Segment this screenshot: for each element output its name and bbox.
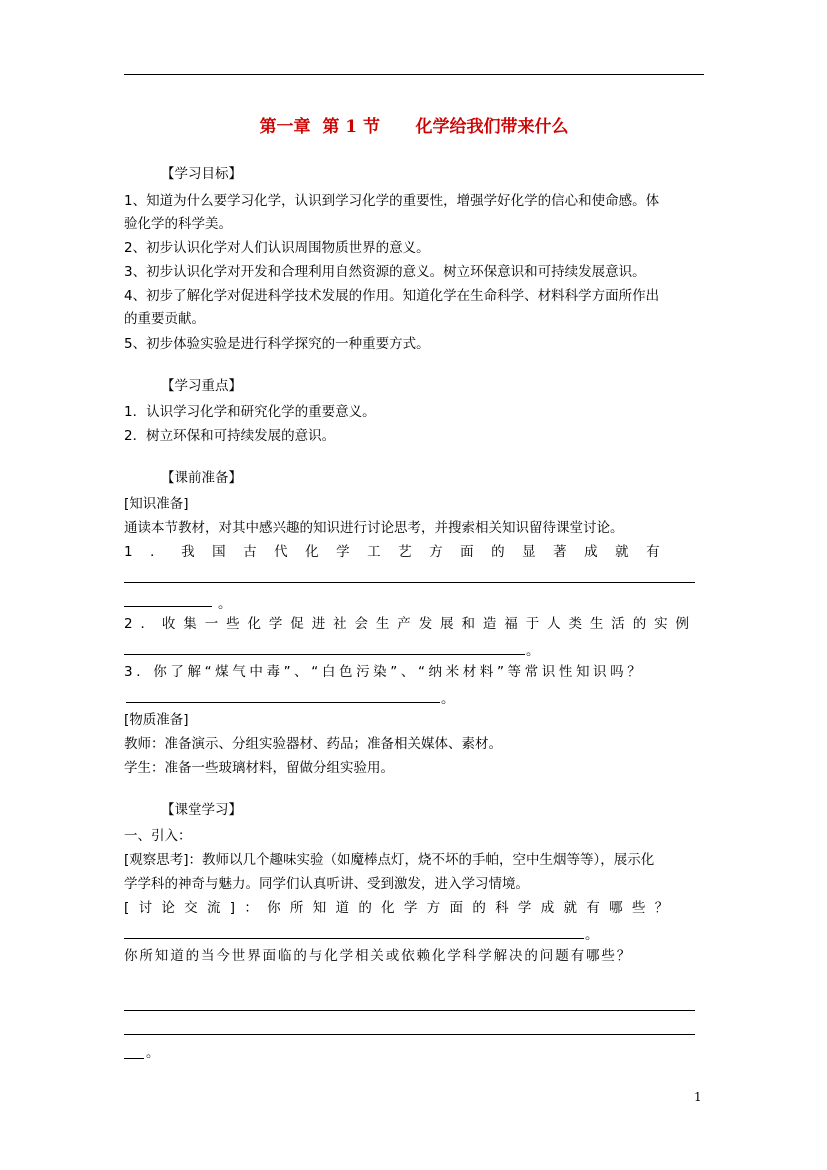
question-1: [124, 542, 702, 562]
student-prep: 学生：准备一些玻璃材料，留做分组实验用。: [124, 760, 394, 776]
objective-1b: 验化学的科学美。: [124, 216, 232, 232]
objective-1a: 1、知道为什么要学习化学，认识到学习化学的重要性，增强学好化学的信心和使命感。体: [124, 193, 660, 209]
objectives-heading: 【学习目标】: [161, 166, 242, 182]
world-question: 你所知道的当今世界面临的与化学相关或依赖化学科学解决的问题有哪些？: [124, 948, 633, 964]
objective-4b: 的重要贡献。: [124, 311, 205, 327]
observe-line-b: 学学科的神奇与魅力。同学们认真听讲、受到激发，进入学习情境。: [124, 876, 529, 892]
answer-line: [124, 582, 695, 583]
teacher-prep: 教师：准备演示、分组实验器材、药品；准备相关媒体、素材。: [124, 736, 502, 752]
knowledge-label: [知识准备]: [124, 496, 189, 512]
keypoint-1: 1．认识学习化学和研究化学的重要意义。: [124, 404, 376, 420]
page-number: 1: [694, 1090, 702, 1104]
keypoint-2: 2．树立环保和可持续发展的意识。: [124, 428, 336, 444]
keypoints-heading: 【学习重点】: [161, 378, 242, 394]
header-rule: [124, 74, 704, 75]
question-2-end: 。: [526, 643, 540, 659]
objective-3: 3、初步认识化学对开发和合理利用自然资源的意义。树立环保意识和可持续发展意识。: [124, 264, 646, 280]
discuss-end: 。: [585, 927, 599, 943]
question-3-end: 。: [441, 691, 455, 707]
page-title: 第一章 第 1 节 化学给我们带来什么: [259, 117, 569, 137]
question-1-end: 。: [218, 596, 232, 612]
answer-line: [124, 1010, 695, 1011]
answer-line: [124, 938, 584, 939]
knowledge-intro: 通读本节教材，对其中感兴趣的知识进行讨论思考，并搜索相关知识留待课堂讨论。: [124, 520, 624, 536]
classroom-heading: 【课堂学习】: [161, 802, 242, 818]
question-1-text: 1．我国古代化学工艺方面的显著成就有: [124, 544, 678, 560]
objective-5: 5、初步体验实验是进行科学探究的一种重要方式。: [124, 336, 430, 352]
answer-line: [124, 1058, 144, 1059]
answer-line: [124, 654, 525, 655]
question-2: 2．收集一些化学促进社会生产发展和造福于人类生活的实例: [124, 616, 697, 632]
objective-4a: 4、初步了解化学对促进科学技术发展的作用。知道化学在生命科学、材料科学方面所作出: [124, 288, 660, 304]
observe-line-a: [观察思考]：教师以几个趣味实验（如魔棒点灯，烧不坏的手帕，空中生烟等等），展示化: [124, 852, 655, 868]
question-3: 3．你了解“煤气中毒”、“白色污染”、“纳米材料”等常识性知识吗？: [124, 664, 645, 680]
material-label: [物质准备]: [124, 712, 189, 728]
answer-line: [124, 606, 212, 607]
answer-line: [126, 702, 440, 703]
objective-2: 2、初步认识化学对人们认识周围物质世界的意义。: [124, 240, 430, 256]
world-question-end: 。: [146, 1045, 160, 1061]
answer-line: [124, 1034, 695, 1035]
intro-label: 一、引入：: [124, 828, 192, 844]
prep-heading: 【课前准备】: [161, 470, 242, 486]
discuss-question: [讨论交流]：你所知道的化学方面的科学成就有哪些？: [124, 900, 678, 916]
